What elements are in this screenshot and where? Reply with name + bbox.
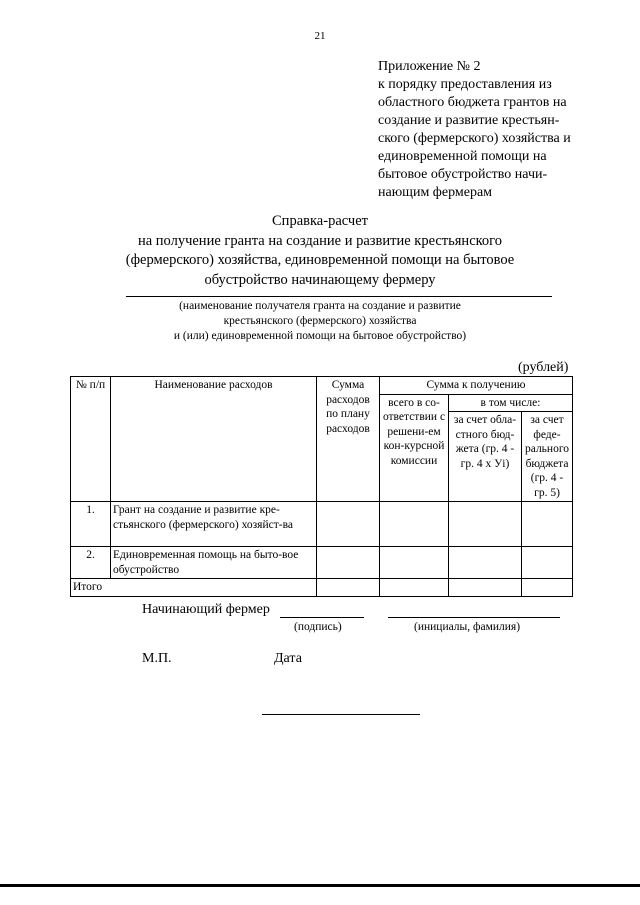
row-planned-cell [317,502,380,547]
title-line: обустройство начинающему фермеру [204,271,436,288]
row-federal-cell [522,502,573,547]
table-row [71,502,573,547]
title-line: (фермерского) хозяйства, единовременной помощи на бытовое [125,252,515,268]
appendix-line: областного бюджета грантов на [378,95,567,110]
row-planned-cell [317,547,380,579]
calculation-table [70,376,573,597]
document-title [100,212,540,290]
header-name: Наименование расходов [111,377,317,502]
row-num: 1. [71,502,111,547]
stamp-label: М.П. [142,651,172,666]
separator-line [262,714,420,715]
appendix-line: бытовое обустройство начи- [378,167,548,182]
total-label: Итого [71,579,317,597]
recipient-name-line [126,296,552,297]
appendix-line: ского (фермерского) хозяйства и [378,131,571,146]
appendix-line: Приложение № 2 [378,59,481,74]
total-federal-cell [522,579,573,597]
title-line: на получение гранта на создание и развитие крестьянского [137,232,503,249]
appendix-header [378,58,618,202]
row-total-cell [380,547,449,579]
page-bottom-edge [0,884,640,887]
row-federal-cell [522,547,573,579]
header-including: в том числе: [449,394,573,412]
appendix-line: к порядку предоставления из [378,77,552,92]
row-total-cell [380,502,449,547]
row-name: Единовременная помощь на быто-вое обустройство [111,547,317,579]
total-row [71,579,573,597]
name-line [388,617,560,618]
row-regional-cell [449,502,522,547]
header-regional: за счет обла-стного бюд-жета (гр. 4 - гр. 4 х Уi) [449,412,522,502]
header-federal: за счет феде-рального бюджета (гр. 4 - гр. 5) [522,412,573,502]
farmer-label: Начинающий фермер [142,602,270,617]
signature-caption: (подпись) [294,621,342,633]
caption-line: (наименование получателя гранта на создание и развитие [179,300,461,312]
total-regional-cell [449,579,522,597]
recipient-caption [100,299,540,344]
header-to-receive: Сумма к получению [380,377,573,395]
row-num: 2. [71,547,111,579]
caption-line: крестьянского (фермерского) хозяйства [223,315,417,327]
row-name: Грант на создание и развитие кре-стьянского (фермерского) хозяйст-ва [111,502,317,547]
signature-line [280,617,364,618]
total-planned-cell [317,579,380,597]
header-num: № п/п [71,377,111,502]
page-number: 21 [314,30,326,42]
header-total: всего в со-ответствии с решени-ем кон-курсной комиссии [380,394,449,502]
caption-line: и (или) единовременной помощи на бытовое обустройство) [173,330,467,342]
units-label: (рублей) [518,360,569,375]
appendix-line: создание и развитие крестьян- [378,113,560,128]
appendix-line: нающим фермерам [378,185,493,200]
date-label: Дата [274,651,302,666]
total-total-cell [380,579,449,597]
table-row [71,547,573,579]
title-line: Справка-расчет [272,213,368,229]
appendix-line: единовременной помощи на [378,149,547,164]
name-caption: (инициалы, фамилия) [414,621,521,633]
row-regional-cell [449,547,522,579]
header-planned: Сумма расходов по плану расходов [317,377,380,502]
